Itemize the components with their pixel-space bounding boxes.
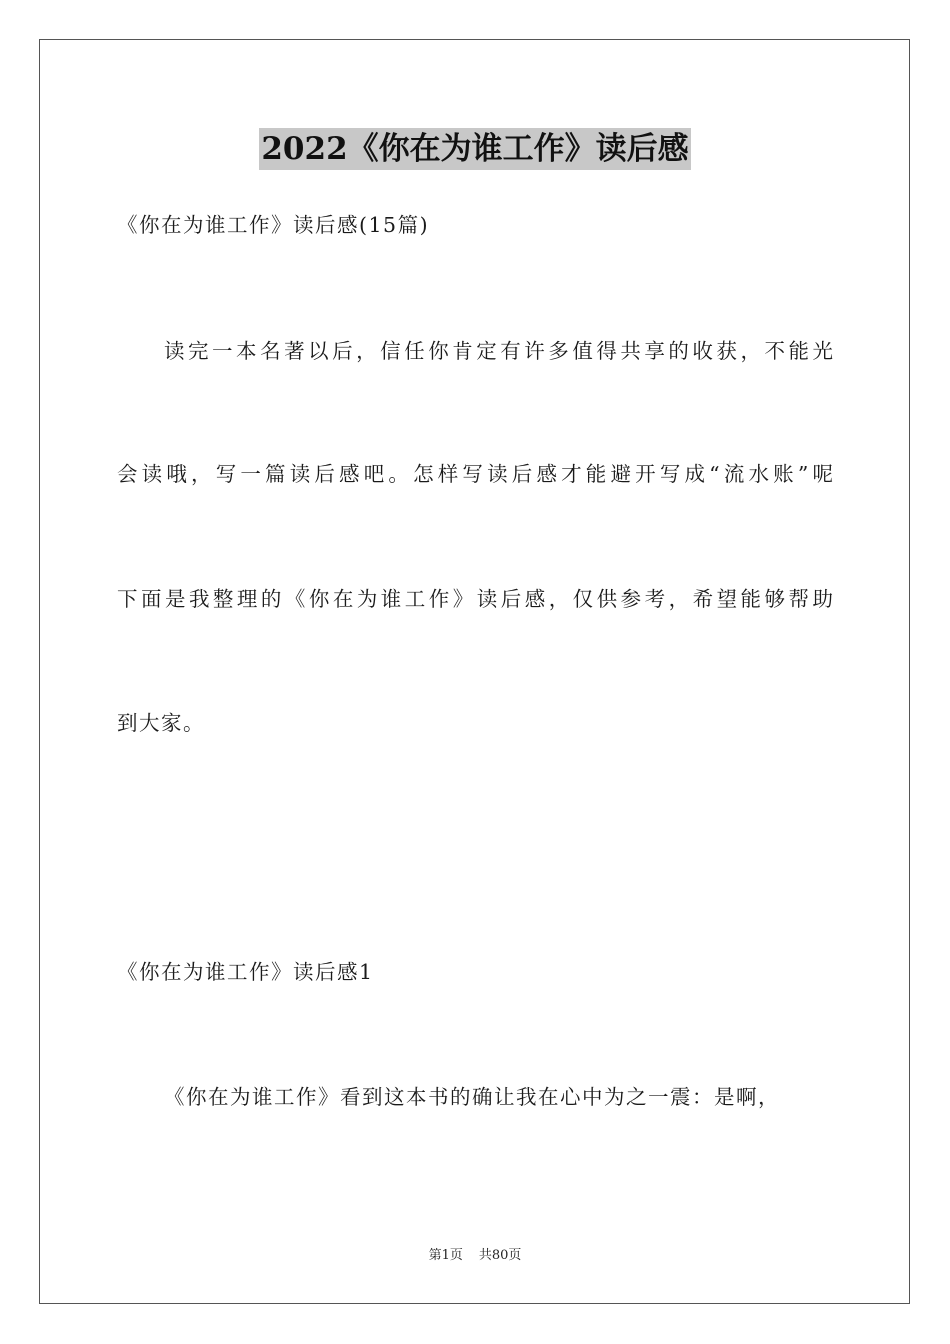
- intro-line-4: 到大家。: [117, 711, 205, 735]
- page-footer: [0, 1247, 950, 1265]
- intro-line-2: 会读哦，写一篇读后感吧。怎样写读后感才能避开写成“流水账”呢: [117, 462, 833, 486]
- intro-line-1: 读完一本名著以后，信任你肯定有许多值得共享的收获，不能光: [164, 339, 833, 363]
- page-number: 第1页: [428, 1248, 463, 1263]
- section-heading: 《你在为谁工作》读后感1: [117, 960, 374, 984]
- section-body-line-1: 《你在为谁工作》看到这本书的确让我在心中为之一震：是啊，: [164, 1085, 780, 1109]
- page-total: 共80页: [478, 1248, 522, 1263]
- document-subtitle: 《你在为谁工作》读后感(15篇): [117, 213, 430, 237]
- title-container: [0, 128, 950, 170]
- document-title: 2022《你在为谁工作》读后感: [259, 128, 690, 170]
- intro-line-3: 下面是我整理的《你在为谁工作》读后感，仅供参考，希望能够帮助: [117, 587, 833, 611]
